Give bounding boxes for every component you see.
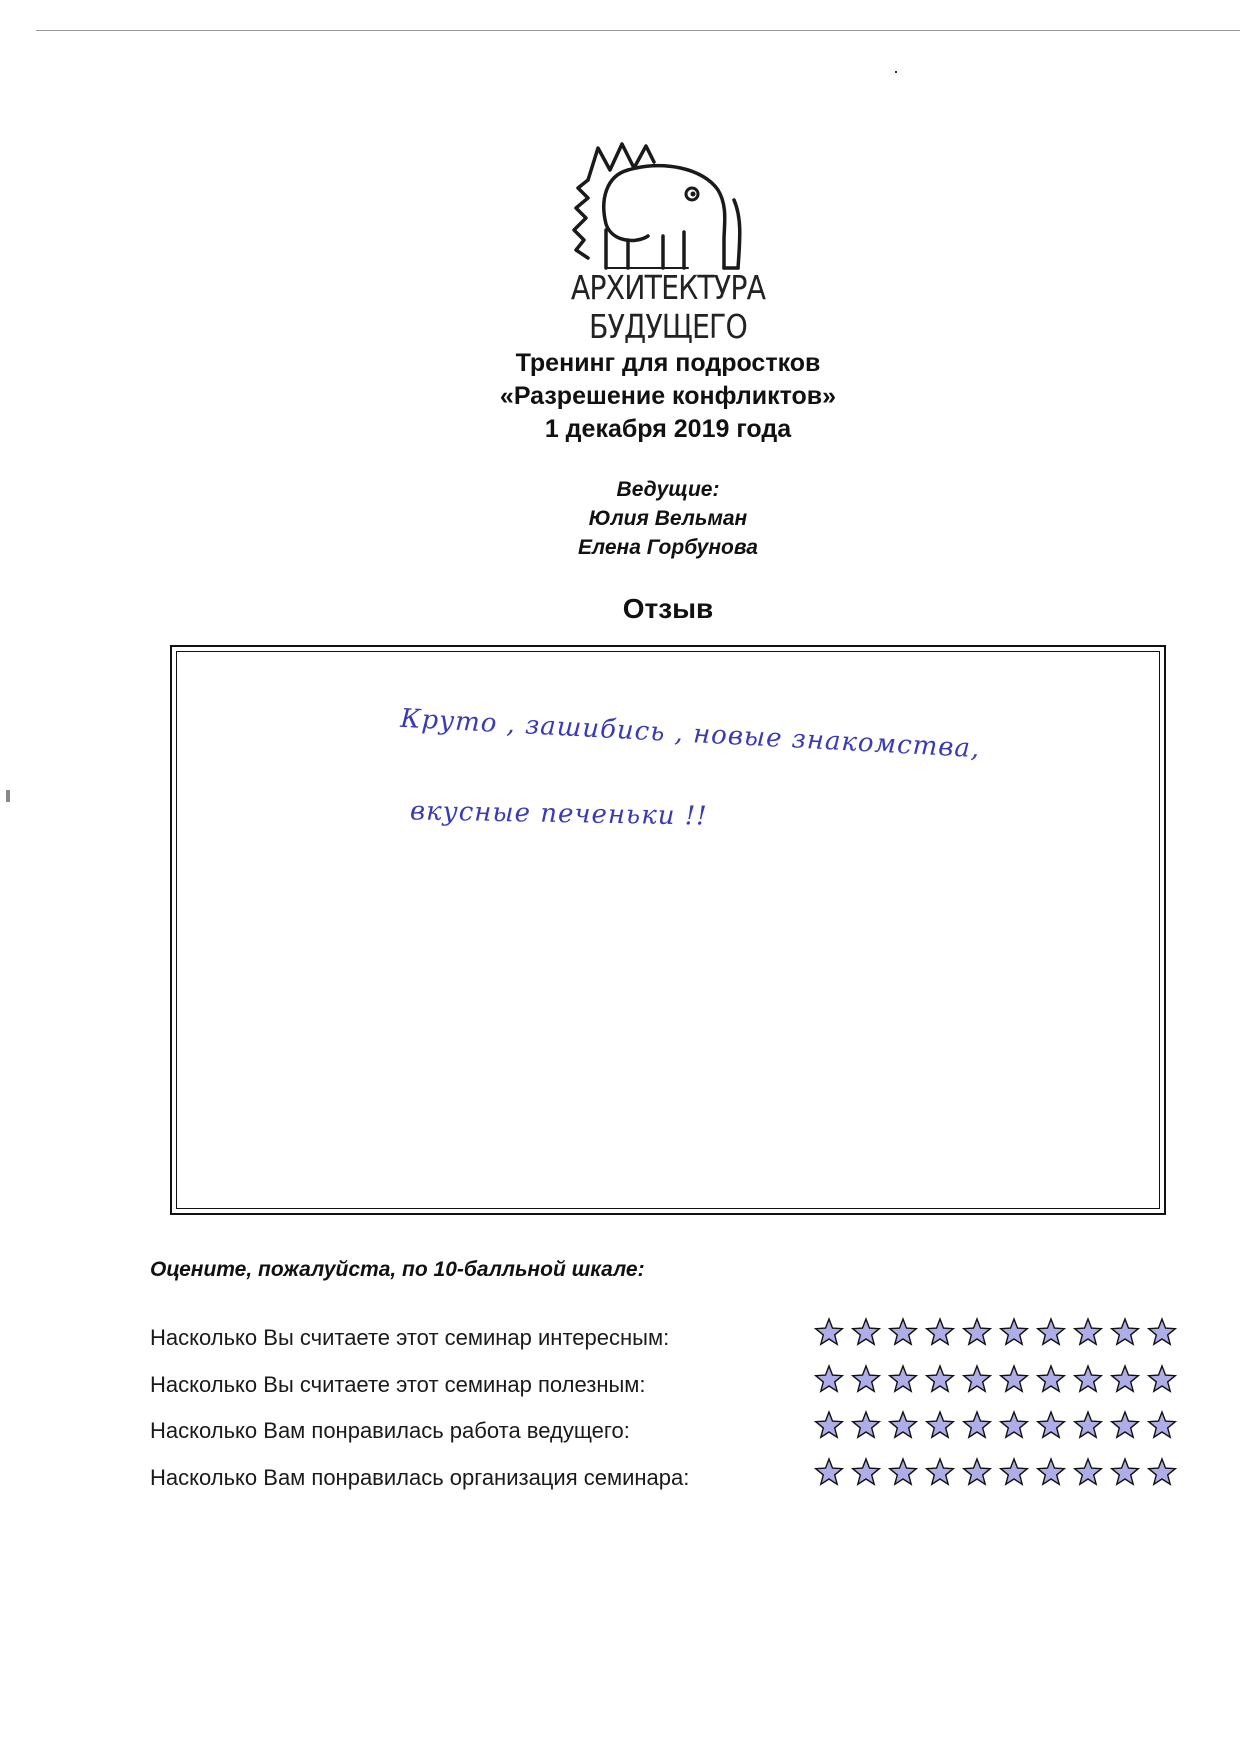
- logo-wordmark: АРХИТЕКТУРА БУДУЩЕГО: [570, 268, 766, 346]
- rating-star-icon[interactable]: [1110, 1318, 1140, 1348]
- rating-star-icon[interactable]: [1036, 1458, 1066, 1488]
- rating-star-icon[interactable]: [1036, 1318, 1066, 1348]
- rating-star-icon[interactable]: [1110, 1458, 1140, 1488]
- hosts: [0, 475, 1240, 562]
- review-handwriting-line: вкусные печеньки !!: [409, 796, 708, 832]
- rating-star-icon[interactable]: [999, 1411, 1029, 1441]
- rating-row: [150, 1315, 1170, 1355]
- rating-star-icon[interactable]: [1073, 1411, 1103, 1441]
- rating-question-label: Насколько Вы считаете этот семинар полезным:: [150, 1372, 646, 1397]
- review-heading: Отзыв: [622, 593, 714, 624]
- event-title: [0, 347, 1240, 446]
- rating-star-icon[interactable]: [1036, 1365, 1066, 1395]
- rating-star-icon[interactable]: [925, 1318, 955, 1348]
- rating-row: [150, 1408, 1170, 1448]
- rating-title: Оцените, пожалуйста, по 10-балльной шкале:: [150, 1258, 645, 1281]
- elephant-logo-icon: [488, 140, 848, 270]
- rating-star-icon[interactable]: [851, 1411, 881, 1441]
- logo: [488, 140, 848, 346]
- rating-row: [150, 1455, 1170, 1495]
- rating-stars: [814, 1408, 1180, 1446]
- rating-star-icon[interactable]: [925, 1458, 955, 1488]
- rating-question-label: Насколько Вам понравилась организация семинара:: [150, 1465, 690, 1490]
- rating-star-icon[interactable]: [962, 1365, 992, 1395]
- rating-star-icon[interactable]: [1147, 1458, 1177, 1488]
- rating-question-label: Насколько Вы считаете этот семинар интересным:: [150, 1325, 670, 1350]
- rating-star-icon[interactable]: [851, 1318, 881, 1348]
- rating-star-icon[interactable]: [1073, 1458, 1103, 1488]
- event-name: «Разрешение конфликтов»: [499, 382, 837, 410]
- rating-stars: [814, 1315, 1180, 1353]
- rating-star-icon[interactable]: [962, 1318, 992, 1348]
- review-box[interactable]: [170, 645, 1166, 1215]
- rating-star-icon[interactable]: [888, 1365, 918, 1395]
- rating-star-icon[interactable]: [999, 1458, 1029, 1488]
- rating-star-icon[interactable]: [962, 1411, 992, 1441]
- event-date: 1 декабря 2019 года: [544, 415, 792, 443]
- scan-edge-line: [36, 30, 1240, 31]
- event-subtitle: Тренинг для подростков: [515, 349, 821, 377]
- rating-question-label: Насколько Вам понравилась работа ведущего:: [150, 1418, 630, 1443]
- rating-star-icon[interactable]: [851, 1458, 881, 1488]
- rating-star-icon[interactable]: [1036, 1411, 1066, 1441]
- scan-speck: [895, 71, 897, 73]
- review-handwriting-line: Круто , зашибись , новые знакомства,: [399, 703, 981, 765]
- rating-star-icon[interactable]: [814, 1411, 844, 1441]
- rating-star-icon[interactable]: [814, 1458, 844, 1488]
- rating-star-icon[interactable]: [814, 1365, 844, 1395]
- rating-star-icon[interactable]: [1110, 1365, 1140, 1395]
- rating-row: [150, 1362, 1170, 1402]
- rating-stars: [814, 1455, 1180, 1493]
- host-name: Елена Горбунова: [578, 536, 758, 559]
- rating-star-icon[interactable]: [814, 1318, 844, 1348]
- hosts-label: Ведущие:: [616, 478, 720, 501]
- scan-edge-mark: [6, 790, 10, 802]
- rating-star-icon[interactable]: [888, 1458, 918, 1488]
- rating-star-icon[interactable]: [1147, 1318, 1177, 1348]
- rating-star-icon[interactable]: [925, 1365, 955, 1395]
- rating-star-icon[interactable]: [888, 1318, 918, 1348]
- rating-star-icon[interactable]: [1073, 1365, 1103, 1395]
- rating-star-icon[interactable]: [1073, 1318, 1103, 1348]
- rating-stars: [814, 1362, 1180, 1400]
- host-name: Юлия Вельман: [588, 507, 748, 530]
- rating-star-icon[interactable]: [888, 1411, 918, 1441]
- rating-star-icon[interactable]: [962, 1458, 992, 1488]
- rating-star-icon[interactable]: [925, 1411, 955, 1441]
- rating-star-icon[interactable]: [1147, 1411, 1177, 1441]
- rating-star-icon[interactable]: [1147, 1365, 1177, 1395]
- rating-star-icon[interactable]: [851, 1365, 881, 1395]
- rating-star-icon[interactable]: [999, 1318, 1029, 1348]
- rating-star-icon[interactable]: [1110, 1411, 1140, 1441]
- rating-star-icon[interactable]: [999, 1365, 1029, 1395]
